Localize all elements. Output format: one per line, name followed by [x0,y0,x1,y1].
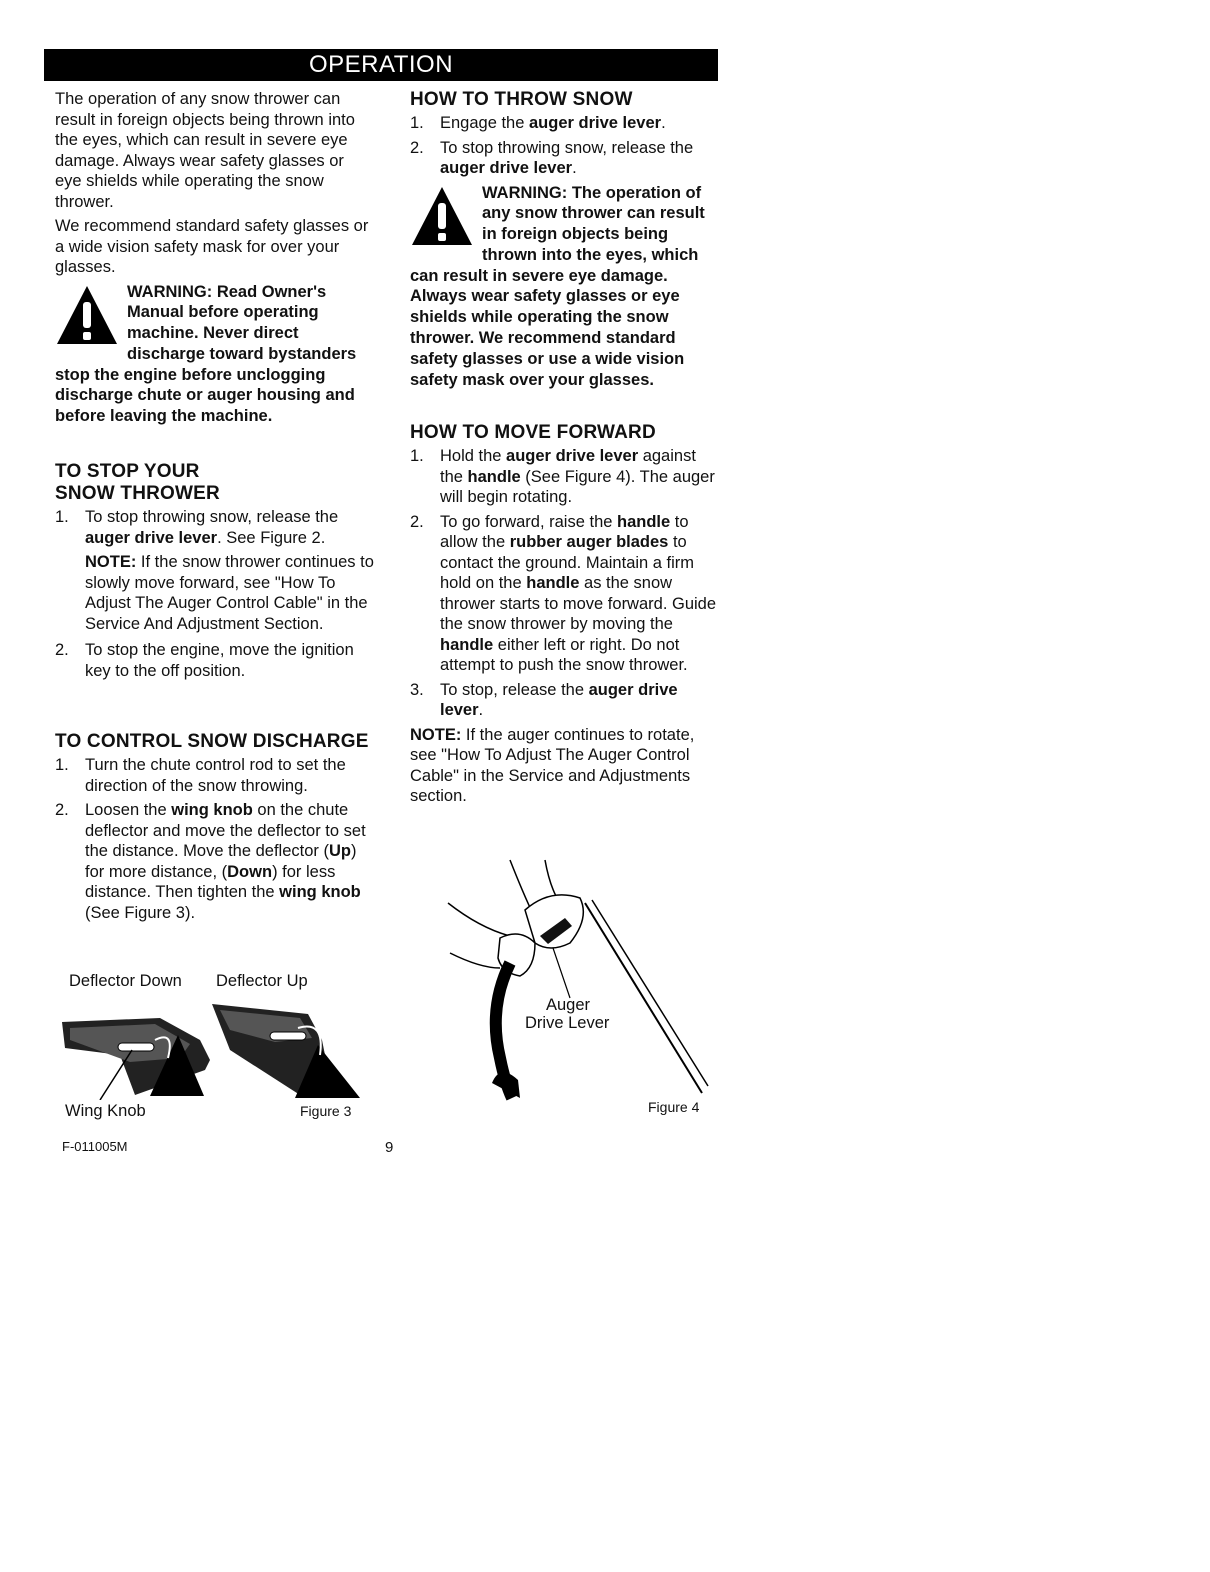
throw-steps [410,113,722,179]
list-item [55,755,375,796]
step-number: 2. [55,641,69,660]
warning-text: WARNING: The operation of any snow thrower can result in foreign objects being thrown into the eyes, which can result in severe eye damage. Always wear safety glasses or eye shields while operating the snow thrower. We recommend standard safety glasses or use a wide vision safety mask over your glasses. [410,183,705,389]
step-text: Turn the chute control rod to set the direction of the snow throwing. [85,756,346,795]
warning-icon [410,185,474,247]
list-item [410,512,722,676]
fig4-label-auger: Auger [546,996,591,1014]
step-text: Loosen the wing knob on the chute deflector and move the deflector to set the distance. Move the deflector (Up) for more distance, (Down) for less distance. Then tighten the wing knob (See Figure 3). [85,801,366,922]
section-title-banner: OPERATION [44,49,718,81]
step-number: 1. [410,114,424,132]
page-number: 9 [385,1139,394,1156]
step-number: 1. [55,508,69,527]
list-item [410,138,722,179]
step-number: 2. [410,138,424,157]
heading-discharge: TO CONTROL SNOW DISCHARGE [55,731,369,753]
list-item [410,113,722,134]
figure-3-illustration [60,1000,365,1100]
figure-3-caption: Figure 3 [300,1103,352,1119]
figure-4-illustration [440,858,710,1103]
stop-steps-2 [55,640,375,681]
list-item [55,640,375,681]
left-column [55,89,375,927]
right-column [410,89,722,811]
warning-text: WARNING: Read Owner's Manual before operating machine. Never direct discharge toward bystanders stop the engine before unclogging discharge chute or auger housing and before leaving the machine. [55,282,357,426]
list-item [410,680,722,721]
stop-steps [55,507,375,548]
step-text: To stop the engine, move the ignition key to the off position. [85,641,354,680]
step-text: Engage the auger drive lever. [440,114,666,132]
list-item [410,446,722,508]
step-text: To stop, release the auger drive lever. [440,680,678,720]
figure-4-caption: Figure 4 [648,1099,700,1115]
step-text: To go forward, raise the handle to allow the rubber auger blades to contact the ground. Maintain a firm hold on the handle as the snow thrower starts to move forward. Guide the snow thrower by moving the handle either left or right. Do not attempt to push the snow thrower. [440,512,717,675]
warning-icon [55,284,119,346]
heading-stop-2: SNOW THROWER [55,483,220,505]
warning-block [55,282,375,428]
step-number: 1. [55,756,69,775]
step-text: Hold the auger drive lever against the handle (See Figure 4). The auger will begin rotating. [440,447,715,507]
heading-throw-snow: HOW TO THROW SNOW [410,89,633,110]
note-paragraph: NOTE: If the snow thrower continues to slowly move forward, see "How To Adjust The Auger Control Cable" in the Service And Adjustment Section. [85,553,374,633]
step-number: 3. [410,680,424,699]
step-number: 2. [410,512,424,531]
list-item [55,800,375,923]
fig3-label-up: Deflector Up [216,972,308,990]
intro-paragraph: The operation of any snow thrower can result in foreign objects being thrown into the eyes, which can result in severe eye damage. Always wear safety glasses or eye shields while operating the snow thrower. [55,90,355,211]
document-code: F-011005M [62,1139,128,1154]
list-item [55,507,375,548]
fig3-label-knob: Wing Knob [65,1102,146,1120]
fig3-label-down: Deflector Down [69,972,182,990]
note-paragraph: NOTE: If the auger continues to rotate, see "How To Adjust The Auger Control Cable" in the Service and Adjustments section. [410,725,695,806]
discharge-steps [55,755,375,923]
heading-move-forward: HOW TO MOVE FORWARD [410,422,656,444]
step-text: To stop throwing snow, release the auger drive lever. [440,138,694,177]
fig4-label-drive-lever: Drive Lever [525,1014,610,1032]
step-number: 1. [410,447,424,466]
warning-block [410,183,722,391]
intro-paragraph-2: We recommend standard safety glasses or a wide vision safety mask for over your glasses. [55,217,369,276]
heading-stop-1: TO STOP YOUR [55,461,200,483]
step-number: 2. [55,801,69,820]
step-text: To stop throwing snow, release the auger drive lever. See Figure 2. [85,508,339,547]
forward-steps [410,446,722,721]
